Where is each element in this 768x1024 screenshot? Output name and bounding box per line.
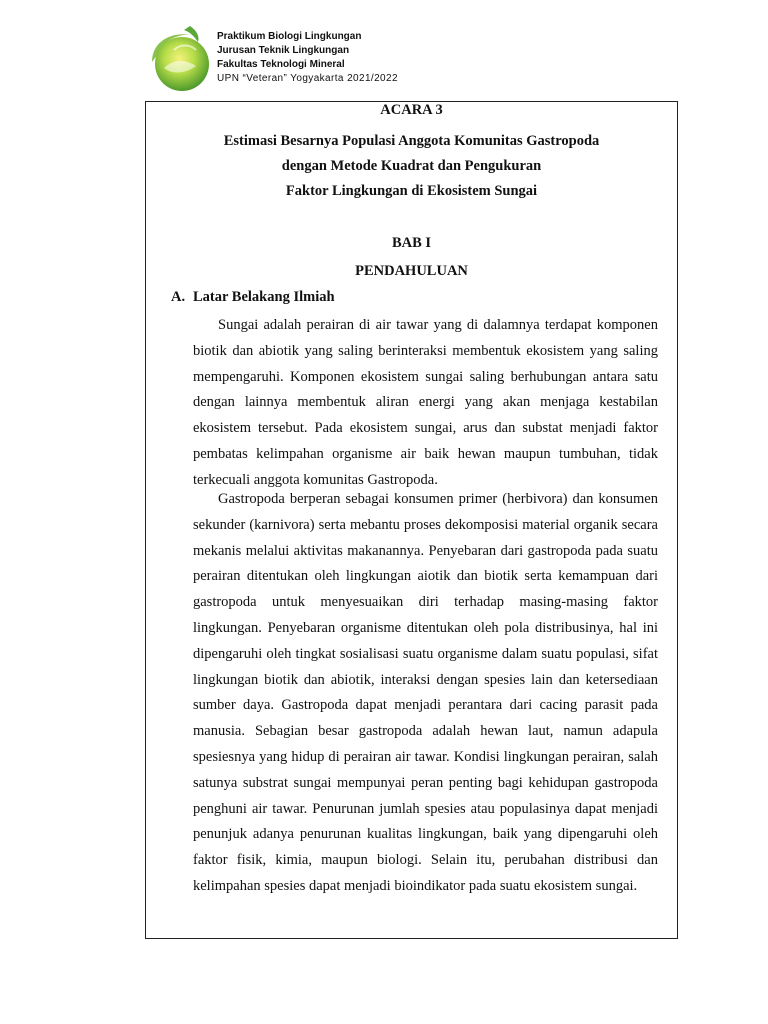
title-line-3: Faktor Lingkungan di Ekosistem Sungai (285, 183, 538, 199)
header-course: Praktikum Biologi Lingkungan (217, 31, 362, 42)
header-department: Jurusan Teknik Lingkungan (217, 45, 350, 56)
document-header (217, 30, 398, 86)
paragraph-1: Sungai adalah perairan di air tawar yang di dalamnya terdapat komponen biotik dan abiotik yang saling berinteraksi membentuk ekosistem yang saling mempengaruhi. Komponen ekosistem sungai saling berhubungan antara satu dengan lainnya membentuk aliran energi yang akan menjaga kestabilan ekosistem tersebut. Pada ekosistem sungai, arus dan substat menjadi faktor pembatas kelimpahan organisme air baik hewan maupun tumbuhan, tidak terkecuali anggota komunitas Gastropoda. (193, 317, 658, 488)
acara-title: ACARA 3 (380, 102, 443, 118)
title-line-1: Estimasi Besarnya Populasi Anggota Komunitas Gastropoda (223, 133, 600, 149)
title-line-2: dengan Metode Kuadrat dan Pengukuran (281, 158, 542, 174)
header-university: UPN “Veteran” Yogyakarta 2021/2022 (217, 73, 398, 84)
section-title: Latar Belakang Ilmiah (193, 289, 335, 305)
section-heading (171, 289, 335, 306)
header-faculty: Fakultas Teknologi Mineral (217, 59, 345, 70)
upn-logo-icon (144, 22, 216, 94)
chapter-number: BAB I (391, 235, 432, 251)
section-letter: A. (171, 289, 186, 305)
paragraph-2: Gastropoda berperan sebagai konsumen primer (herbivora) dan konsumen sekunder (karnivora) serta mebantu proses dekomposisi material organik secara mekanis melalui aktivitas makanannya. Penyebaran dari gastropoda pada suatu perairan ditentukan oleh lingkungan aiotik dan biotik serta kemampuan dari gastropoda untuk menyesuaikan diri terhadap masing-masing faktor lingkungan. Penyebaran organisme ditentukan oleh pola distribusinya, hal ini dipengaruhi oleh tingkat sosialisasi suatu organisme dalam suatu populasi, sifat lingkungan biotik dan abiotik, interaksi dengan spesies lain dan ketersediaan sumber daya. Gastropoda dapat menjadi perantara dari cacing parasit pada manusia. Sebagian besar gastropoda adalah hewan laut, namun adapula spesiesnya yang hidup di perairan air tawar. Kondisi lingkungan perairan, salah satunya substrat sungai mempunyai peran penting bagi kehidupan gastropoda penghuni air tawar. Penurunan jumlah spesies atau populasinya dapat menjadi penunjuk adanya penurunan kualitas lingkungan, baik yang dipengaruhi oleh faktor fisik, kimia, maupun biologi. Selain itu, perubahan distribusi dan kelimpahan spesies dapat menjadi bioindikator pada suatu ekosistem sungai. (193, 491, 658, 894)
chapter-title: PENDAHULUAN (355, 263, 468, 279)
